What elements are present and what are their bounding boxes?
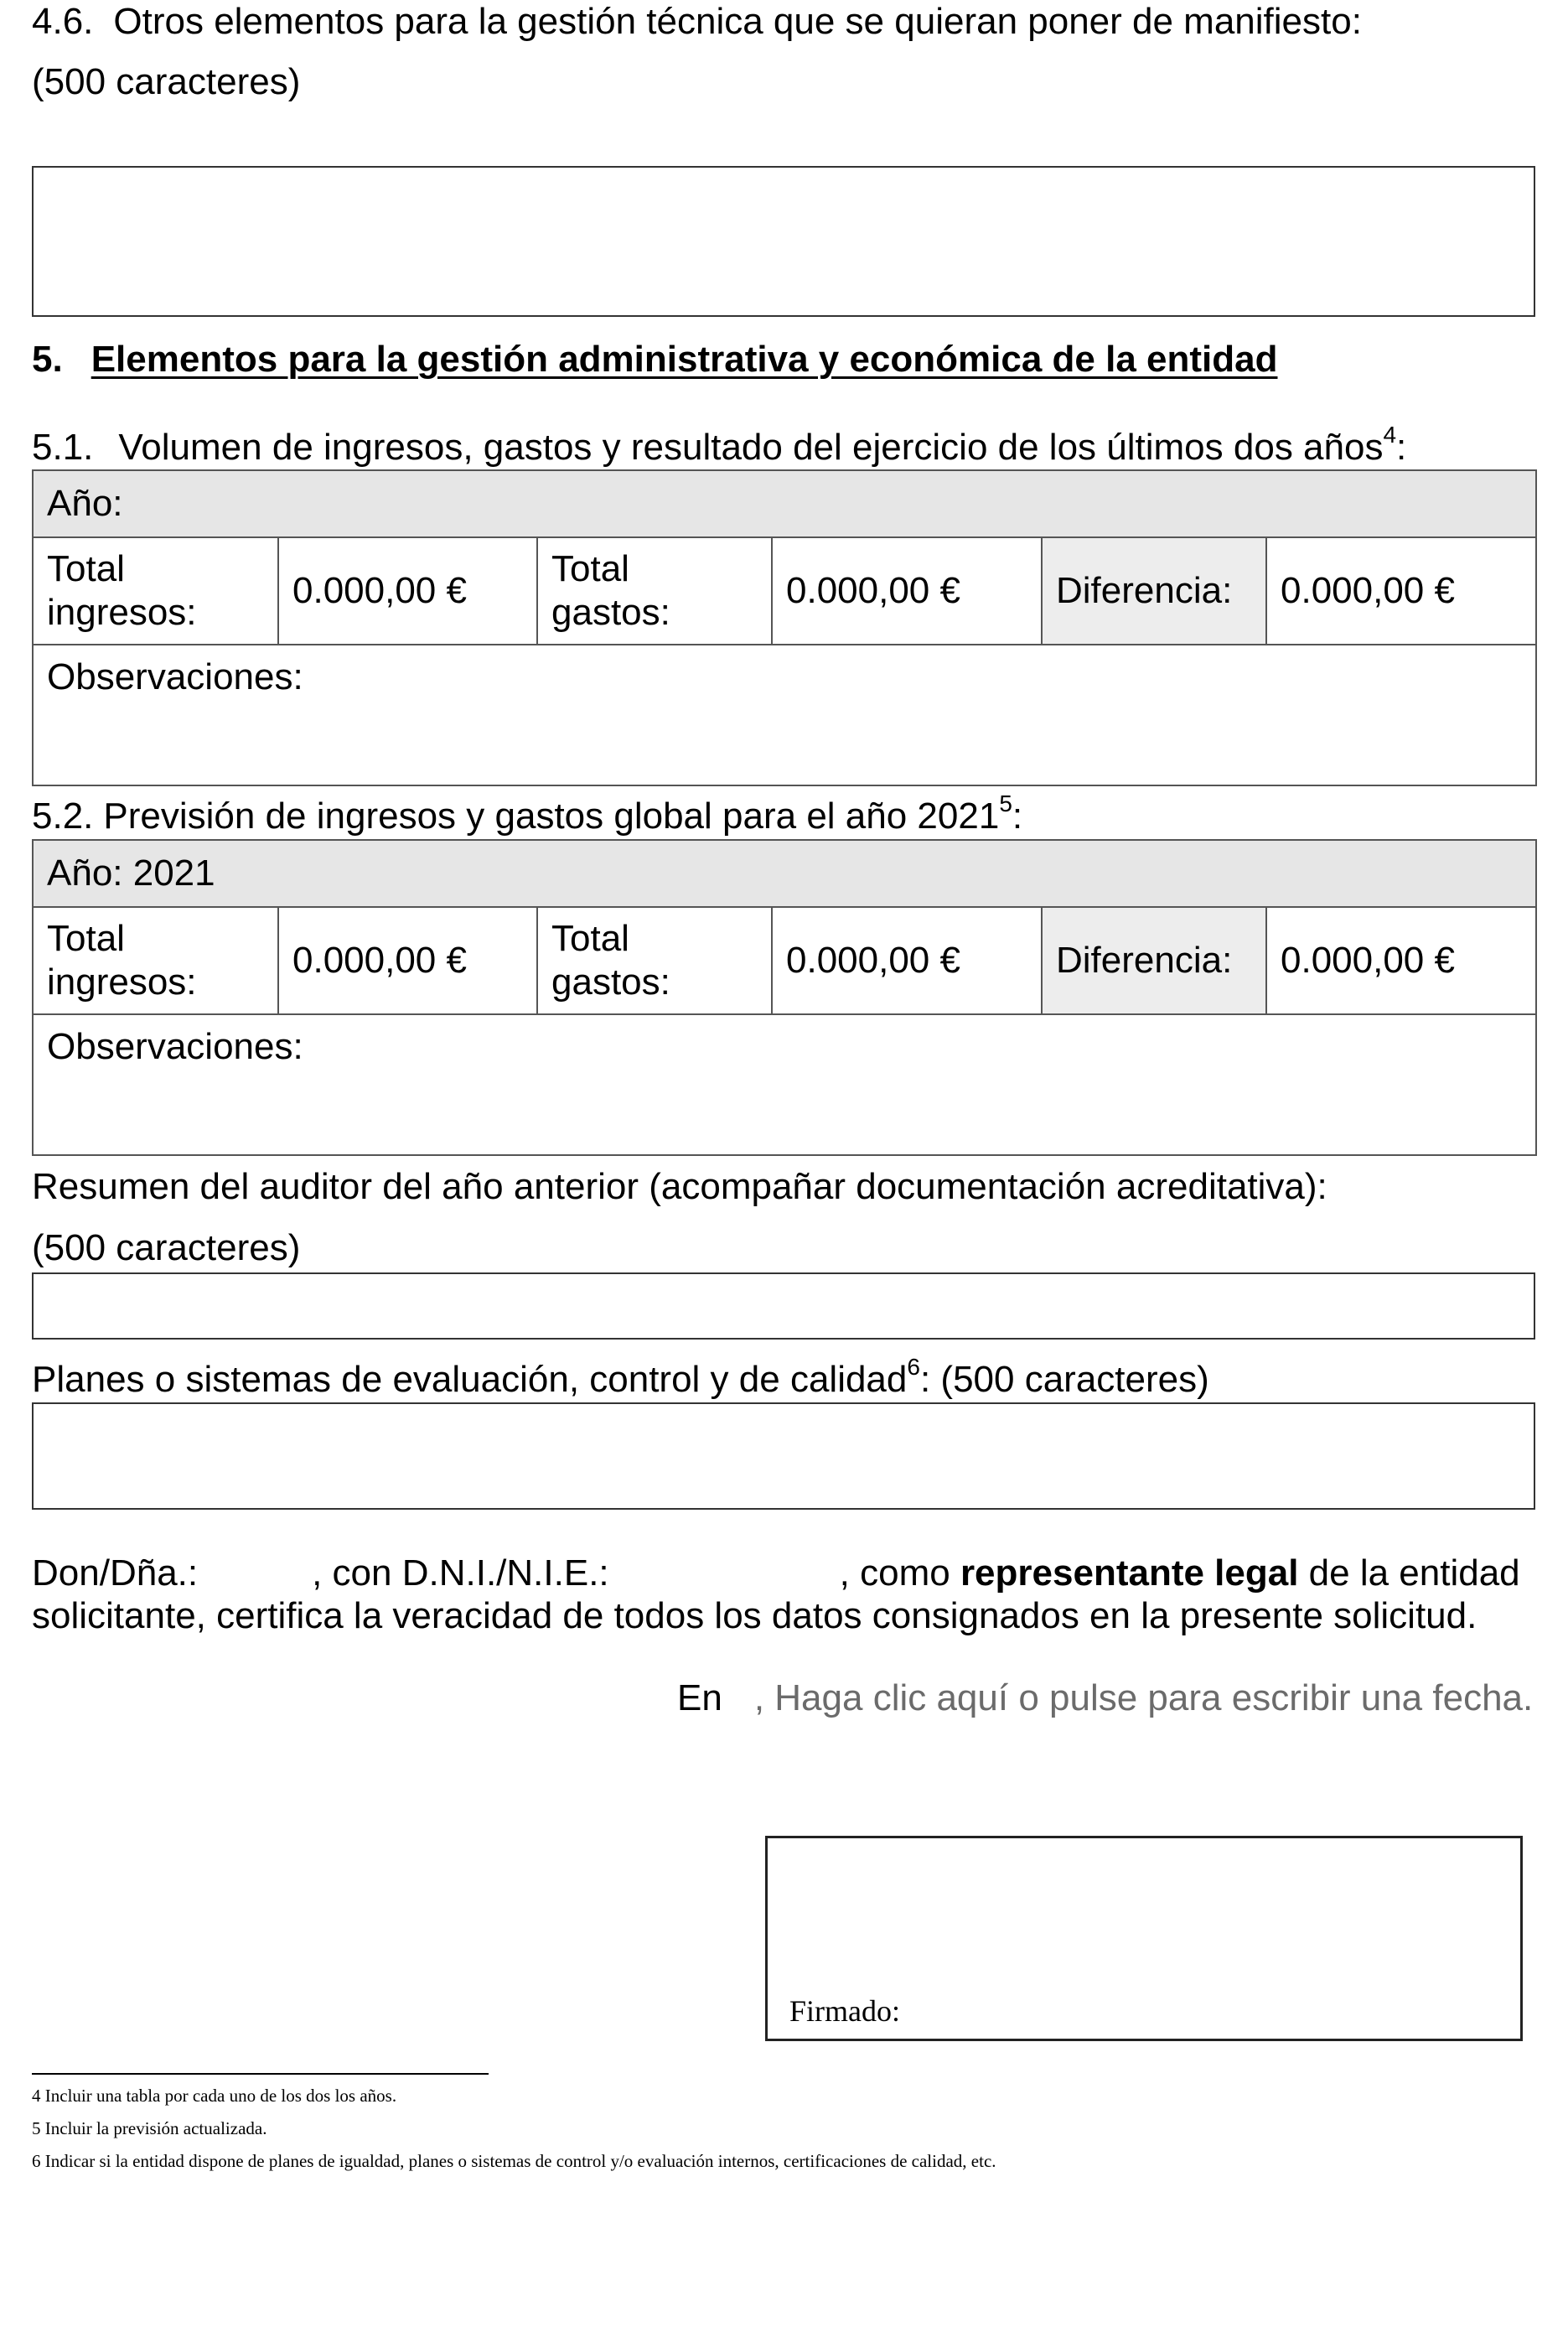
label-line: Total [47, 548, 125, 589]
heading-text: Planes o sistemas de evaluación, control y de calidad [32, 1359, 908, 1400]
total-expenses-value[interactable]: 0.000,00 € [772, 537, 1042, 645]
footnote-end: . [391, 2086, 397, 2106]
dni-label: , con D.N.I./N.I.E.: [312, 1552, 609, 1594]
difference-value[interactable]: 0.000,00 € [1266, 537, 1536, 645]
heading-suffix: : (500 caracteres) [919, 1359, 1209, 1400]
footnote-text: Incluir una tabla por cada uno de los dos los años [44, 2086, 392, 2106]
total-income-label [33, 537, 278, 645]
auditor-summary-heading: Resumen del auditor del año anterior (acompañar documentación acreditativa): [32, 1166, 1327, 1207]
year-field[interactable]: Año: [33, 470, 1536, 537]
total-income-label [33, 907, 278, 1014]
financial-table-past [32, 469, 1537, 786]
certification-line-1 [32, 1552, 1565, 1595]
label-line: gastos: [551, 592, 670, 633]
section-4-6-heading [32, 0, 1362, 44]
section-number: 4.6. [32, 1, 94, 42]
auditor-summary-textarea[interactable] [32, 1272, 1535, 1340]
footnote-number: 4 [32, 2086, 41, 2106]
year-field[interactable]: Año: 2021 [33, 840, 1536, 907]
footnote-4 [32, 2085, 396, 2107]
section-number: 5.1. [32, 427, 94, 468]
como-text: , como [839, 1552, 960, 1594]
label-line: Total [551, 918, 629, 959]
place-label: En [677, 1677, 722, 1718]
observations-field[interactable]: Observaciones: [33, 1014, 1536, 1155]
footnote-ref: 5 [999, 790, 1012, 817]
total-income-value[interactable]: 0.000,00 € [278, 537, 537, 645]
footnote-ref: 6 [907, 1354, 920, 1381]
section-5-2-heading [32, 790, 1023, 838]
place-date-line [677, 1677, 1533, 1720]
total-expenses-label [537, 537, 772, 645]
section-title: Otros elementos para la gestión técnica que se quieran poner de manifiesto: [113, 1, 1362, 42]
total-expenses-label [537, 907, 772, 1014]
difference-label: Diferencia: [1042, 537, 1266, 645]
quality-plans-heading [32, 1354, 1209, 1402]
footnote-ref: 4 [1383, 422, 1397, 448]
footnote-number: 5 [32, 2118, 41, 2138]
label-line: gastos: [551, 961, 670, 1003]
difference-label: Diferencia: [1042, 907, 1266, 1014]
entity-text: de la entidad [1298, 1552, 1520, 1594]
heading-suffix: : [1396, 427, 1407, 468]
quality-plans-textarea[interactable] [32, 1402, 1535, 1510]
legal-representative-text: representante legal [960, 1552, 1299, 1594]
financial-table-forecast [32, 839, 1537, 1156]
signature-label: Firmado: [789, 1994, 900, 2028]
footnote-separator [32, 2073, 489, 2075]
footnote-text: Incluir la previsión actualizada [44, 2118, 263, 2138]
heading-suffix: : [1012, 796, 1023, 837]
label-line: ingresos: [47, 961, 197, 1003]
certification-line-2: solicitante, certifica la veracidad de todos los datos consignados en la presente solicitud. [32, 1595, 1477, 1636]
footnote-text: Indicar si la entidad dispone de planes de igualdad, planes o sistemas de control y/o evaluación internos, certificaciones de calidad, etc. [44, 2151, 996, 2171]
char-limit-note: (500 caracteres) [32, 1227, 301, 1268]
label-line: ingresos: [47, 592, 197, 633]
section-title: Volumen de ingresos, gastos y resultado del ejercicio de los últimos dos años [118, 427, 1384, 468]
difference-value[interactable]: 0.000,00 € [1266, 907, 1536, 1014]
section-5-1-heading [32, 422, 1407, 469]
section-title: Elementos para la gestión administrativa y económica de la entidad [91, 339, 1278, 380]
footnote-end: . [262, 2118, 267, 2138]
section-title: Previsión de ingresos y gastos global para el año 2021 [103, 796, 1000, 837]
section-number: 5. [32, 339, 63, 380]
total-expenses-value[interactable]: 0.000,00 € [772, 907, 1042, 1014]
total-income-value[interactable]: 0.000,00 € [278, 907, 537, 1014]
section-number: 5.2. [32, 796, 94, 837]
footnote-6 [32, 2150, 996, 2172]
date-picker-field[interactable]: , Haga clic aquí o pulse para escribir una fecha. [753, 1677, 1534, 1718]
signature-box[interactable] [765, 1836, 1523, 2041]
other-elements-textarea[interactable] [32, 166, 1535, 317]
label-line: Total [551, 548, 629, 589]
label-line: Total [47, 918, 125, 959]
footnote-number: 6 [32, 2151, 41, 2171]
observations-field[interactable]: Observaciones: [33, 645, 1536, 785]
footnote-5 [32, 2117, 267, 2139]
section-5-heading [32, 338, 1277, 381]
char-limit-note: (500 caracteres) [32, 61, 301, 102]
don-label: Don/Dña.: [32, 1552, 199, 1594]
